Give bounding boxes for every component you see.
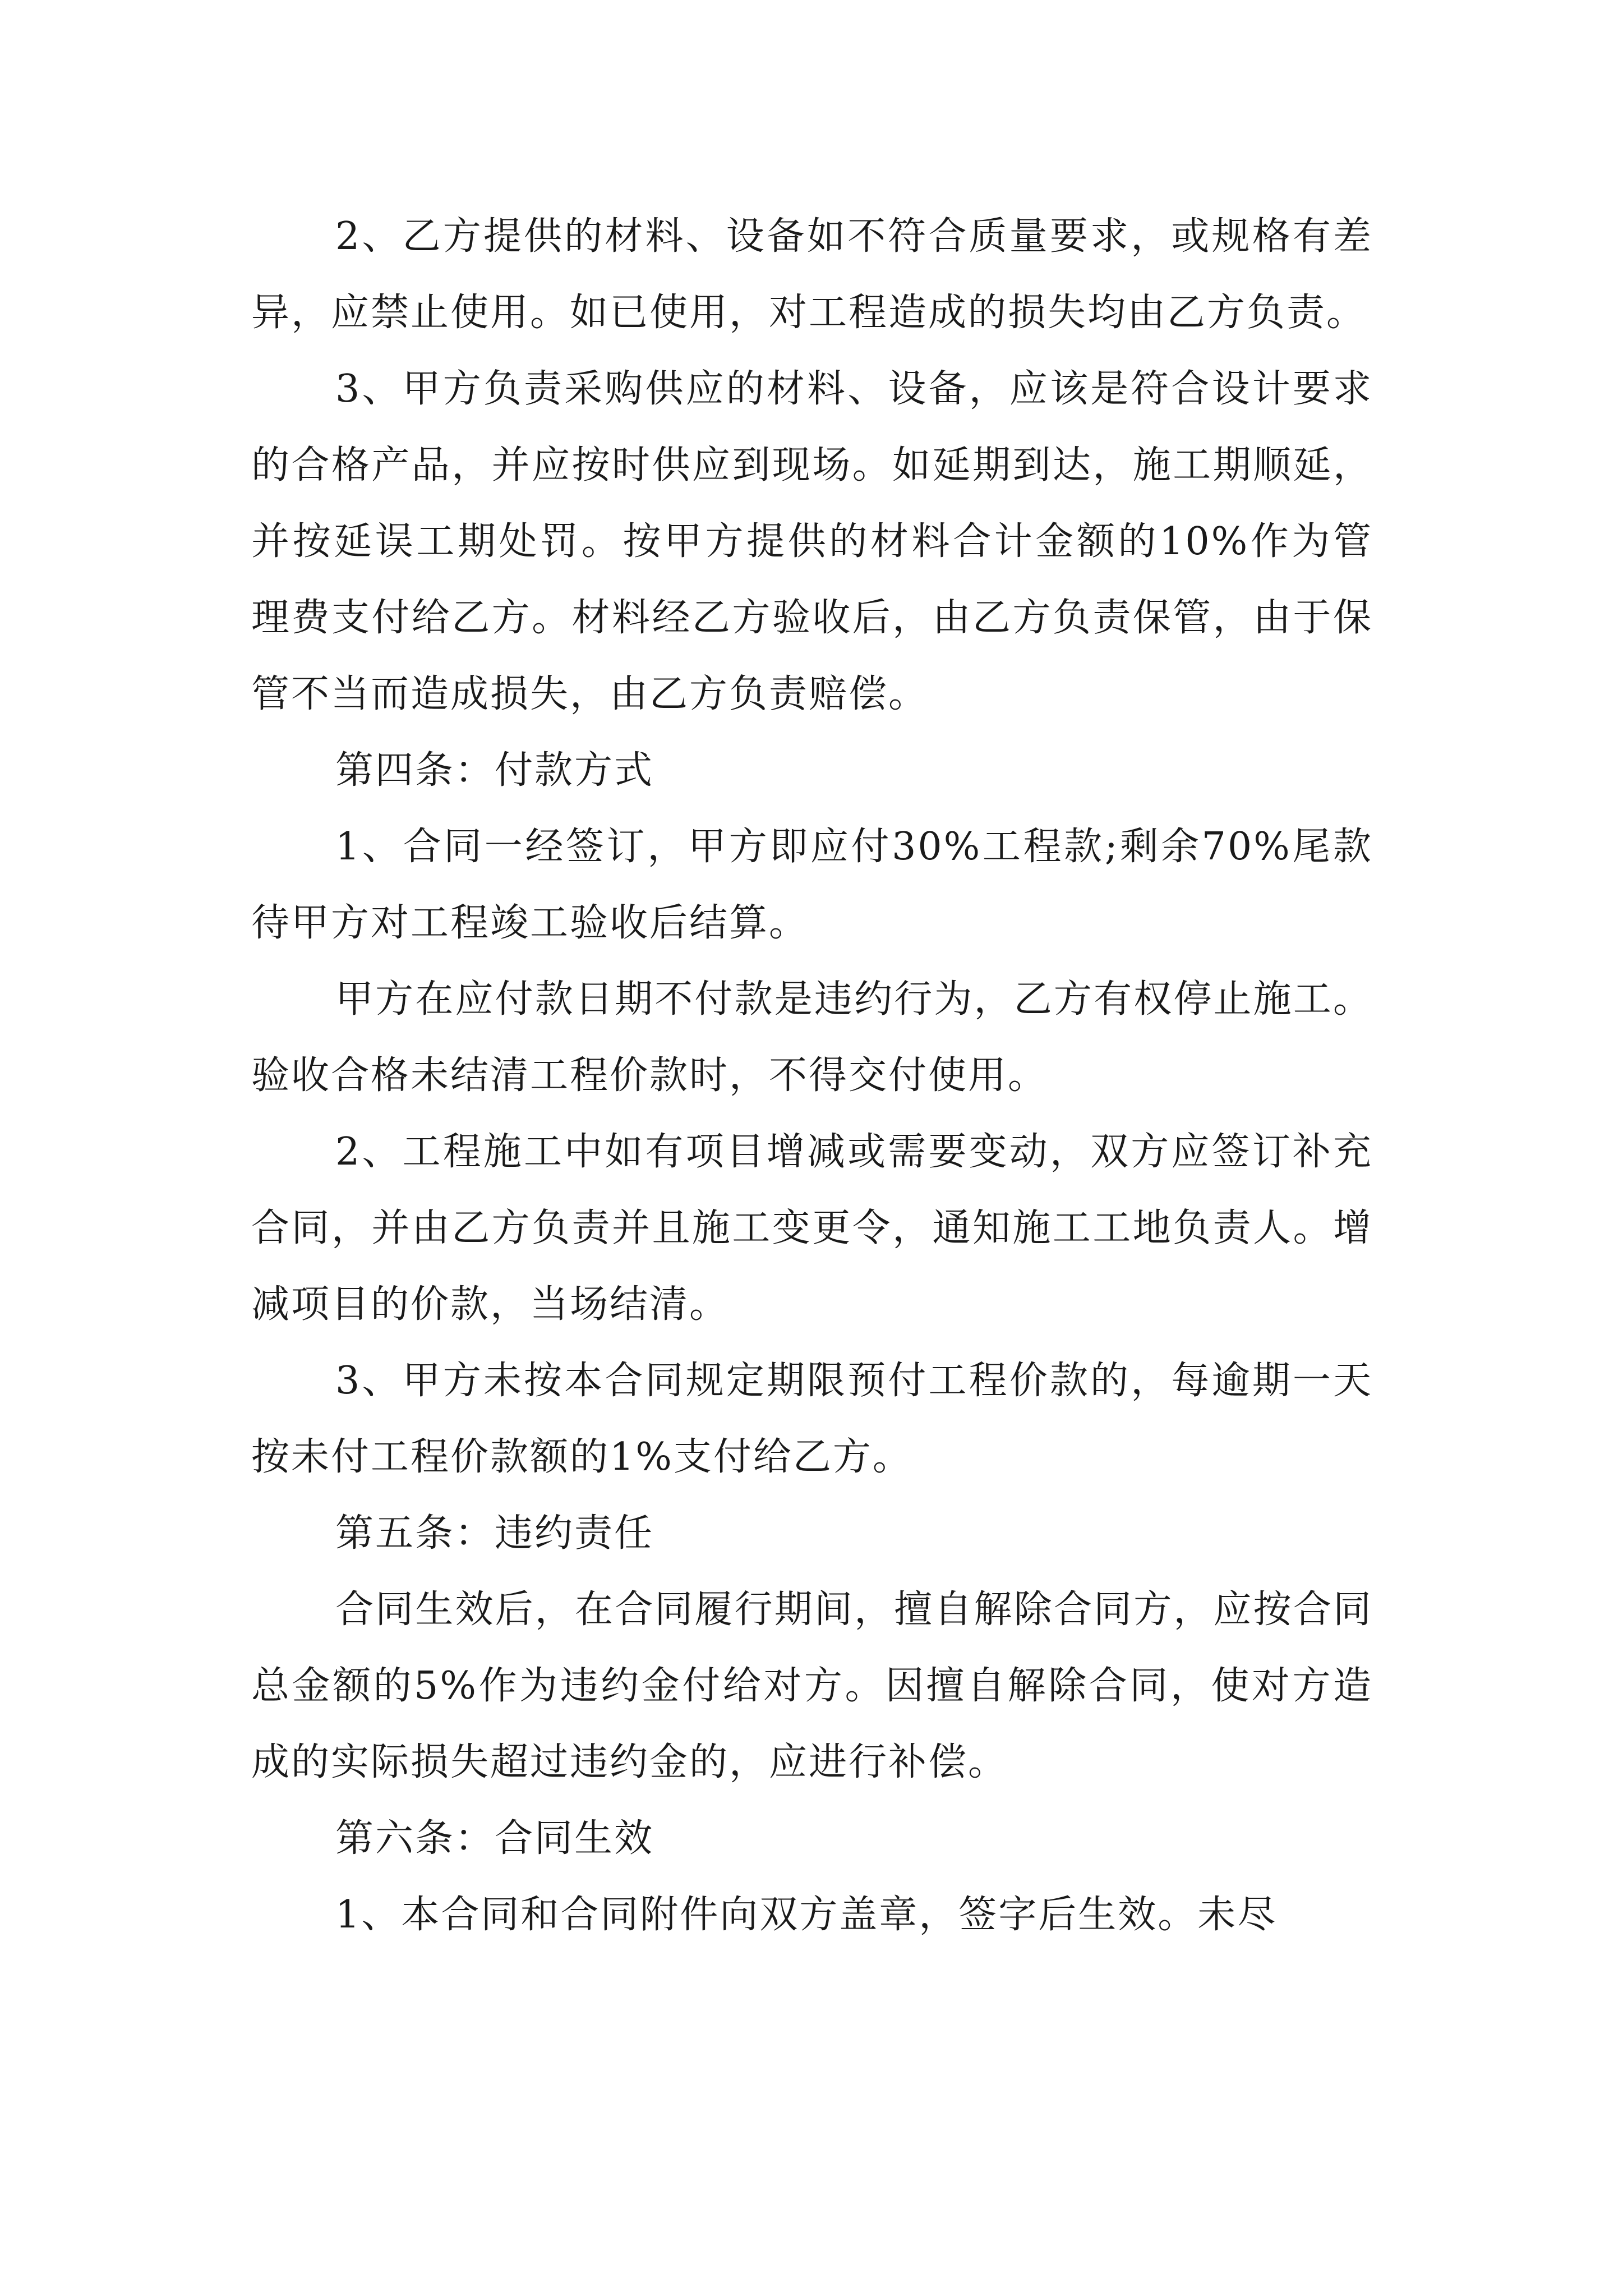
clause-3-item-3: 3、甲方负责采购供应的材料、设备，应该是符合设计要求的合格产品，并应按时供应到现场。如延期到达，施工期顺延，并按延误工期处罚。按甲方提供的材料合计金额的10%作为管理费支付给乙方。材料经乙方验收后，由乙方负责保管，由于保管不当而造成损失，由乙方负责赔偿。 — [251, 367, 1373, 716]
clause-6-item-1: 1、本合同和合同附件向双方盖章，签字后生效。未尽 — [335, 1893, 1278, 1937]
clause-4-note: 甲方在应付款日期不付款是违约行为，乙方有权停止施工。验收合格未结清工程价款时，不得交付使用。 — [251, 977, 1373, 1098]
clause-3-item-2: 2、乙方提供的材料、设备如不符合质量要求，或规格有差异，应禁止使用。如已使用，对工程造成的损失均由乙方负责。 — [251, 214, 1373, 335]
clause-4-item-3: 3、甲方未按本合同规定期限预付工程价款的，每逾期一天按未付工程价款额的1%支付给乙方。 — [251, 1359, 1373, 1479]
clause-4-item-2: 2、工程施工中如有项目增减或需要变动，双方应签订补充合同，并由乙方负责并且施工变更令，通知施工工地负责人。增减项目的价款，当场结清。 — [251, 1130, 1373, 1327]
clause-5-body: 合同生效后，在合同履行期间，擅自解除合同方，应按合同总金额的5%作为违约金付给对方。因擅自解除合同，使对方造成的实际损失超过违约金的，应进行补偿。 — [251, 1588, 1373, 1784]
document-body — [251, 199, 1373, 1953]
section-heading-6: 第六条：合同生效 — [335, 1816, 654, 1861]
clause-4-item-1: 1、合同一经签订，甲方即应付30%工程款;剩余70%尾款待甲方对工程竣工验收后结算。 — [251, 825, 1373, 945]
section-heading-4: 第四条：付款方式 — [335, 748, 654, 793]
section-heading-5: 第五条：违约责任 — [335, 1511, 654, 1556]
